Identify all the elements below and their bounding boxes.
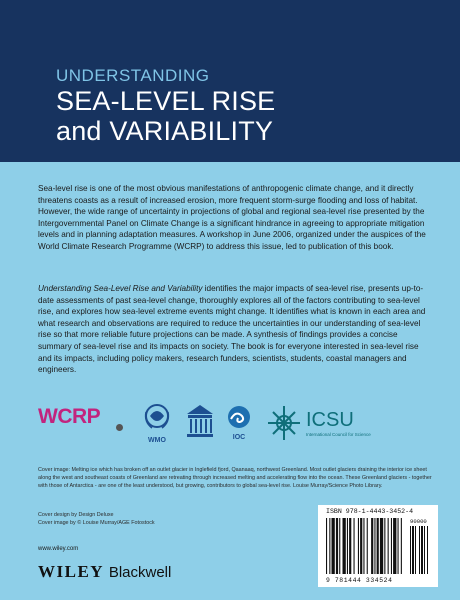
barcode-addon-bar <box>410 526 411 574</box>
icsu-sublabel: International Council for Science <box>306 432 371 437</box>
unesco-temple-icon <box>183 400 217 446</box>
barcode-bar <box>374 518 375 574</box>
barcode-bar <box>329 518 330 574</box>
wmo-logo <box>140 400 174 446</box>
icsu-label: ICSU <box>306 409 354 431</box>
cover-design-credit: Cover design by Design Deluxe <box>38 512 114 518</box>
website-url: www.wiley.com <box>38 546 79 552</box>
barcode-bar <box>393 518 396 574</box>
barcode-bar <box>380 518 383 574</box>
cover-credits <box>38 511 155 527</box>
title-line-1: UNDERSTANDING <box>56 66 210 85</box>
barcode-bar <box>377 518 379 574</box>
barcode-bar <box>326 518 327 574</box>
barcode-bar <box>332 518 335 574</box>
publisher-logo <box>38 562 171 582</box>
barcode-bar <box>384 518 385 574</box>
barcode-bar <box>398 518 399 574</box>
barcode-bar <box>347 518 348 574</box>
publisher-name: WILEY <box>38 562 105 581</box>
wmo-emblem-icon <box>140 400 174 446</box>
isbn-barcode <box>318 505 438 587</box>
cover-image-credit: Cover image by © Louise Murray/AGE Fotostock <box>38 520 155 526</box>
barcode-number: 9 781444 334524 <box>326 577 393 584</box>
description-paragraph-1: Sea-level rise is one of the most obvious manifestations of anthropogenic climate change, and it directly threatens coasts as a result of increased erosion, more frequent storm-surge flooding and loss of habitat. However, the wide range of uncertainty in projections of global and regional sea-level rise presented by the Intergovernmental Panel on Climate Change is a significant hindrance in agreeing to appropriate mitigation levels and in planning adaptation measures. A workshop in June 2006, organized under the auspices of the World Climate Research Programme (WCRP) to address this issue, led to publication of this book. <box>38 184 426 251</box>
barcode-bar <box>401 518 402 574</box>
barcode-bar <box>367 518 368 574</box>
title-line-2: SEA-LEVEL RISE <box>56 86 276 116</box>
barcode-bar <box>343 518 346 574</box>
cover-image-caption: Cover image: Melting ice which has broken off an outlet glacier in Inglefield fjord, Qaanaaq, northwest Greenland. Most outlet glaciers draining the interior ice sheet along the west and southeast coasts of Greenland are retreating through increased melting and accelerating flow into the ocean. These Greenland glaciers - together with those of Antarctica - are one of the least understood, but growing, contributors to global sea-level rise. Louise Murray/Science Photo Library. <box>38 467 432 489</box>
barcode-bar <box>360 518 362 574</box>
wcrp-globe-icon <box>116 424 123 431</box>
barcode-bar <box>339 518 340 574</box>
barcode-bar <box>354 518 355 574</box>
publisher-imprint: Blackwell <box>108 564 172 581</box>
book-title-italic: Understanding Sea-Level Rise and Variability <box>38 284 203 293</box>
barcode-addon-bar <box>412 526 414 574</box>
barcode-bar <box>371 518 373 574</box>
title-line-3: and VARIABILITY <box>56 116 274 146</box>
barcode-addon: 90000 <box>410 518 427 525</box>
barcode-addon-bar <box>427 526 428 574</box>
barcode-bar <box>358 518 359 574</box>
barcode-bar <box>388 518 389 574</box>
ioc-wave-icon <box>226 404 252 444</box>
wcrp-logo: WCRP <box>38 405 101 428</box>
unesco-logo <box>183 400 217 446</box>
icsu-emblem-icon <box>266 402 406 444</box>
barcode-bar <box>391 518 392 574</box>
barcode-addon-bar <box>415 526 416 574</box>
description-paragraph-2-text: identifies the major impacts of sea-level rise, presents up-to-date assessments of past sea-level change, thoroughly explores all of the factors contributing to sea-level rise, and explores how sea-level extreme events might change. It identifies what is known in each area and what research and observations are required to reduce the uncertainties in our understanding of sea-level rise so that more reliable future projections can be made. A synthesis of findings provides a concise summary of sea-level rise and its impacts on society. The book is for everyone interested in sea-level rise and its impacts, including policy makers, research funders, scientists, students, coastal managers and engineers. <box>38 284 426 375</box>
barcode-addon-bar <box>419 526 420 574</box>
isbn-text: ISBN 978-1-4443-3452-4 <box>326 508 414 515</box>
barcode-bar <box>336 518 338 574</box>
barcode-addon-bar <box>424 526 425 574</box>
cover-header <box>0 0 460 162</box>
wmo-label: WMO <box>148 437 166 444</box>
barcode-bars-icon <box>324 518 434 576</box>
description-paragraph-2 <box>38 283 426 376</box>
barcode-addon-bar <box>421 526 423 574</box>
barcode-bar <box>349 518 351 574</box>
icsu-logo <box>266 402 406 444</box>
ioc-logo <box>226 404 252 444</box>
ioc-label: IOC <box>232 434 246 441</box>
sponsor-logos <box>38 400 428 446</box>
barcode-bar <box>363 518 364 574</box>
